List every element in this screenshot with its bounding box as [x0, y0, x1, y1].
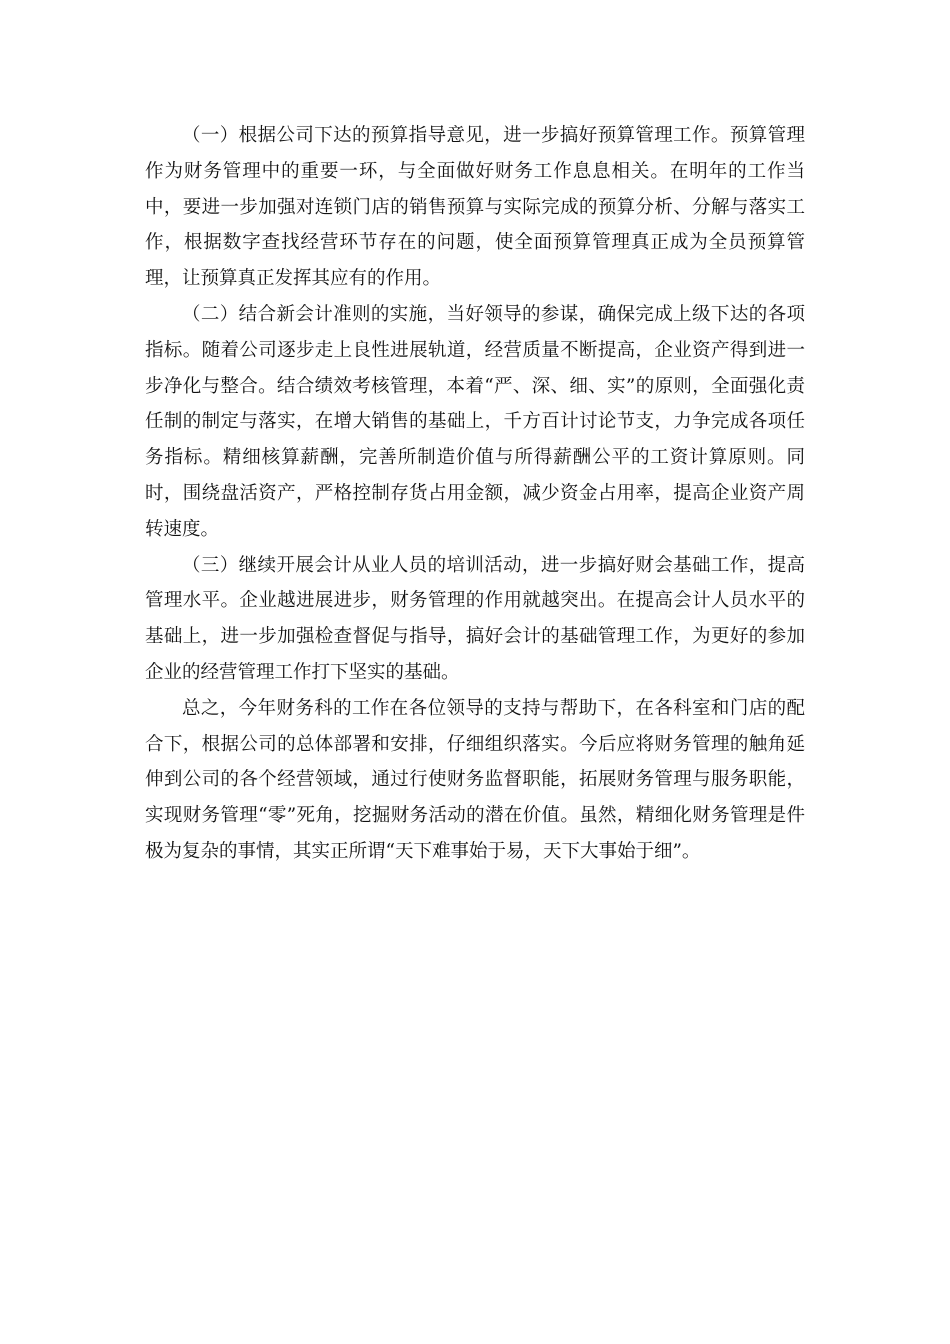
- paragraph-summary: 总之，今年财务科的工作在各位领导的支持与帮助下，在各科室和门店的配合下，根据公司的总体部署和安排，仔细组织落实。今后应将财务管理的触角延伸到公司的各个经营领域，通过行使财务监督职能，拓展财务管理与服务职能，实现财务管理“零”死角，挖掘财务活动的潜在价值。虽然，精细化财务管理是件极为复杂的事情，其实正所谓“天下难事始于易，天下大事始于细”。: [145, 697, 805, 862]
- paragraph-budget-management: （一）根据公司下达的预算指导意见，进一步搞好预算管理工作。预算管理作为财务管理中的重要一环，与全面做好财务工作息息相关。在明年的工作当中，要进一步加强对连锁门店的销售预算与实际完成的预算分析、分解与落实工作，根据数字查找经营环节存在的问题，使全面预算管理真正成为全员预算管理，让预算真正发挥其应有的作用。: [145, 125, 805, 290]
- paragraph-accounting-standards: （二）结合新会计准则的实施，当好领导的参谋，确保完成上级下达的各项指标。随着公司逐步走上良性进展轨道，经营质量不断提高，企业资产得到进一步净化与整合。结合绩效考核管理，本着“严、深、细、实”的原则，全面强化责任制的制定与落实，在增大销售的基础上，千方百计讨论节支，力争完成各项任务指标。精细核算薪酬，完善所制造价值与所得薪酬公平的工资计算原则。同时，围绕盘活资产，严格控制存货占用金额，减少资金占用率，提高企业资产周转速度。: [145, 303, 805, 540]
- paragraph-staff-training: （三）继续开展会计从业人员的培训活动，进一步搞好财会基础工作，提高管理水平。企业越进展进步，财务管理的作用就越突出。在提高会计人员水平的基础上，进一步加强检查督促与指导，搞好会计的基础管理工作，为更好的参加企业的经营管理工作打下坚实的基础。: [145, 554, 805, 683]
- document-body: [145, 118, 805, 870]
